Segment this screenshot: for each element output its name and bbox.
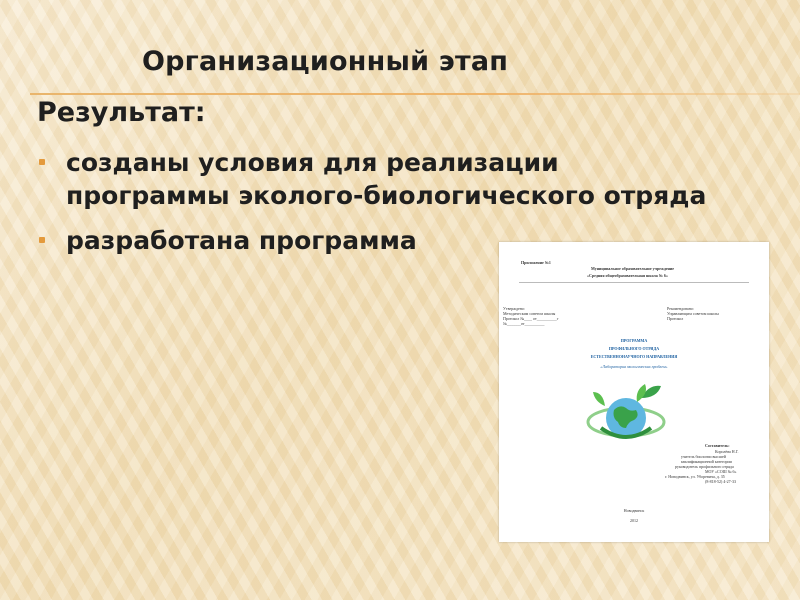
doc-recommended-label: Рекомендовано: — [667, 306, 694, 311]
doc-author-line: МОУ «СОШ № 6» — [705, 469, 737, 474]
program-document-thumbnail — [499, 242, 769, 542]
doc-program-title2: ПРОФИЛЬНОГО ОТРЯДА — [608, 346, 660, 351]
doc-program-subtitle: «Лаборатория экологических проблем» — [600, 364, 668, 369]
bullet-marker-icon — [39, 159, 45, 165]
doc-approved-line3: №_______от__________ — [503, 321, 545, 326]
doc-author-line: г. Новодвинск, ул. Уборевича, д. 35 — [665, 474, 725, 479]
eco-globe-logo-icon — [581, 378, 671, 448]
slide-title: Организационный этап — [142, 46, 509, 77]
doc-author-line: (8-818-52) 4-27-33 — [705, 479, 736, 484]
doc-appendix: Приложение №1 — [521, 260, 551, 265]
doc-author-line: учитель биологии высшей — [681, 454, 726, 459]
doc-year: 2012 — [630, 518, 638, 523]
doc-approved-line1: Методическим советом школы — [503, 311, 556, 316]
doc-approved-line2: Протокол №____ от__________г — [503, 316, 559, 321]
doc-recommended-line1: Управляющим советом школы — [667, 311, 719, 316]
doc-author-line: руководитель профильного отряда — [675, 464, 734, 469]
doc-author-label: Составитель: — [705, 443, 730, 448]
title-underline — [30, 93, 800, 95]
bullet-text: разработана программа — [66, 226, 417, 255]
doc-institution-line1: Муниципальное образовательное учреждение — [591, 266, 675, 271]
doc-approved-label: Утверждено: — [503, 306, 526, 311]
bullet-marker-icon — [39, 237, 45, 243]
result-heading: Результат: — [37, 97, 206, 128]
bullet-item — [37, 146, 797, 212]
doc-program-title1: ПРОГРАММА — [620, 338, 648, 343]
doc-rule — [519, 282, 749, 283]
bullet-text: созданы условия для реализации программы эколого-биологического отряда — [66, 148, 707, 210]
doc-program-title3: ЕСТЕСТВЕННОНАУЧНОГО НАПРАВЛЕНИЯ — [590, 354, 678, 359]
doc-institution-line2: «Средняя общеобразовательная школа № 6» — [587, 273, 668, 278]
doc-recommended-line2: Протокол — [667, 316, 684, 321]
doc-author-line: квалификационной категории — [681, 459, 732, 464]
doc-author-line: Королёва Н.Г. — [715, 449, 739, 454]
doc-city: Новодвинск — [623, 508, 645, 513]
